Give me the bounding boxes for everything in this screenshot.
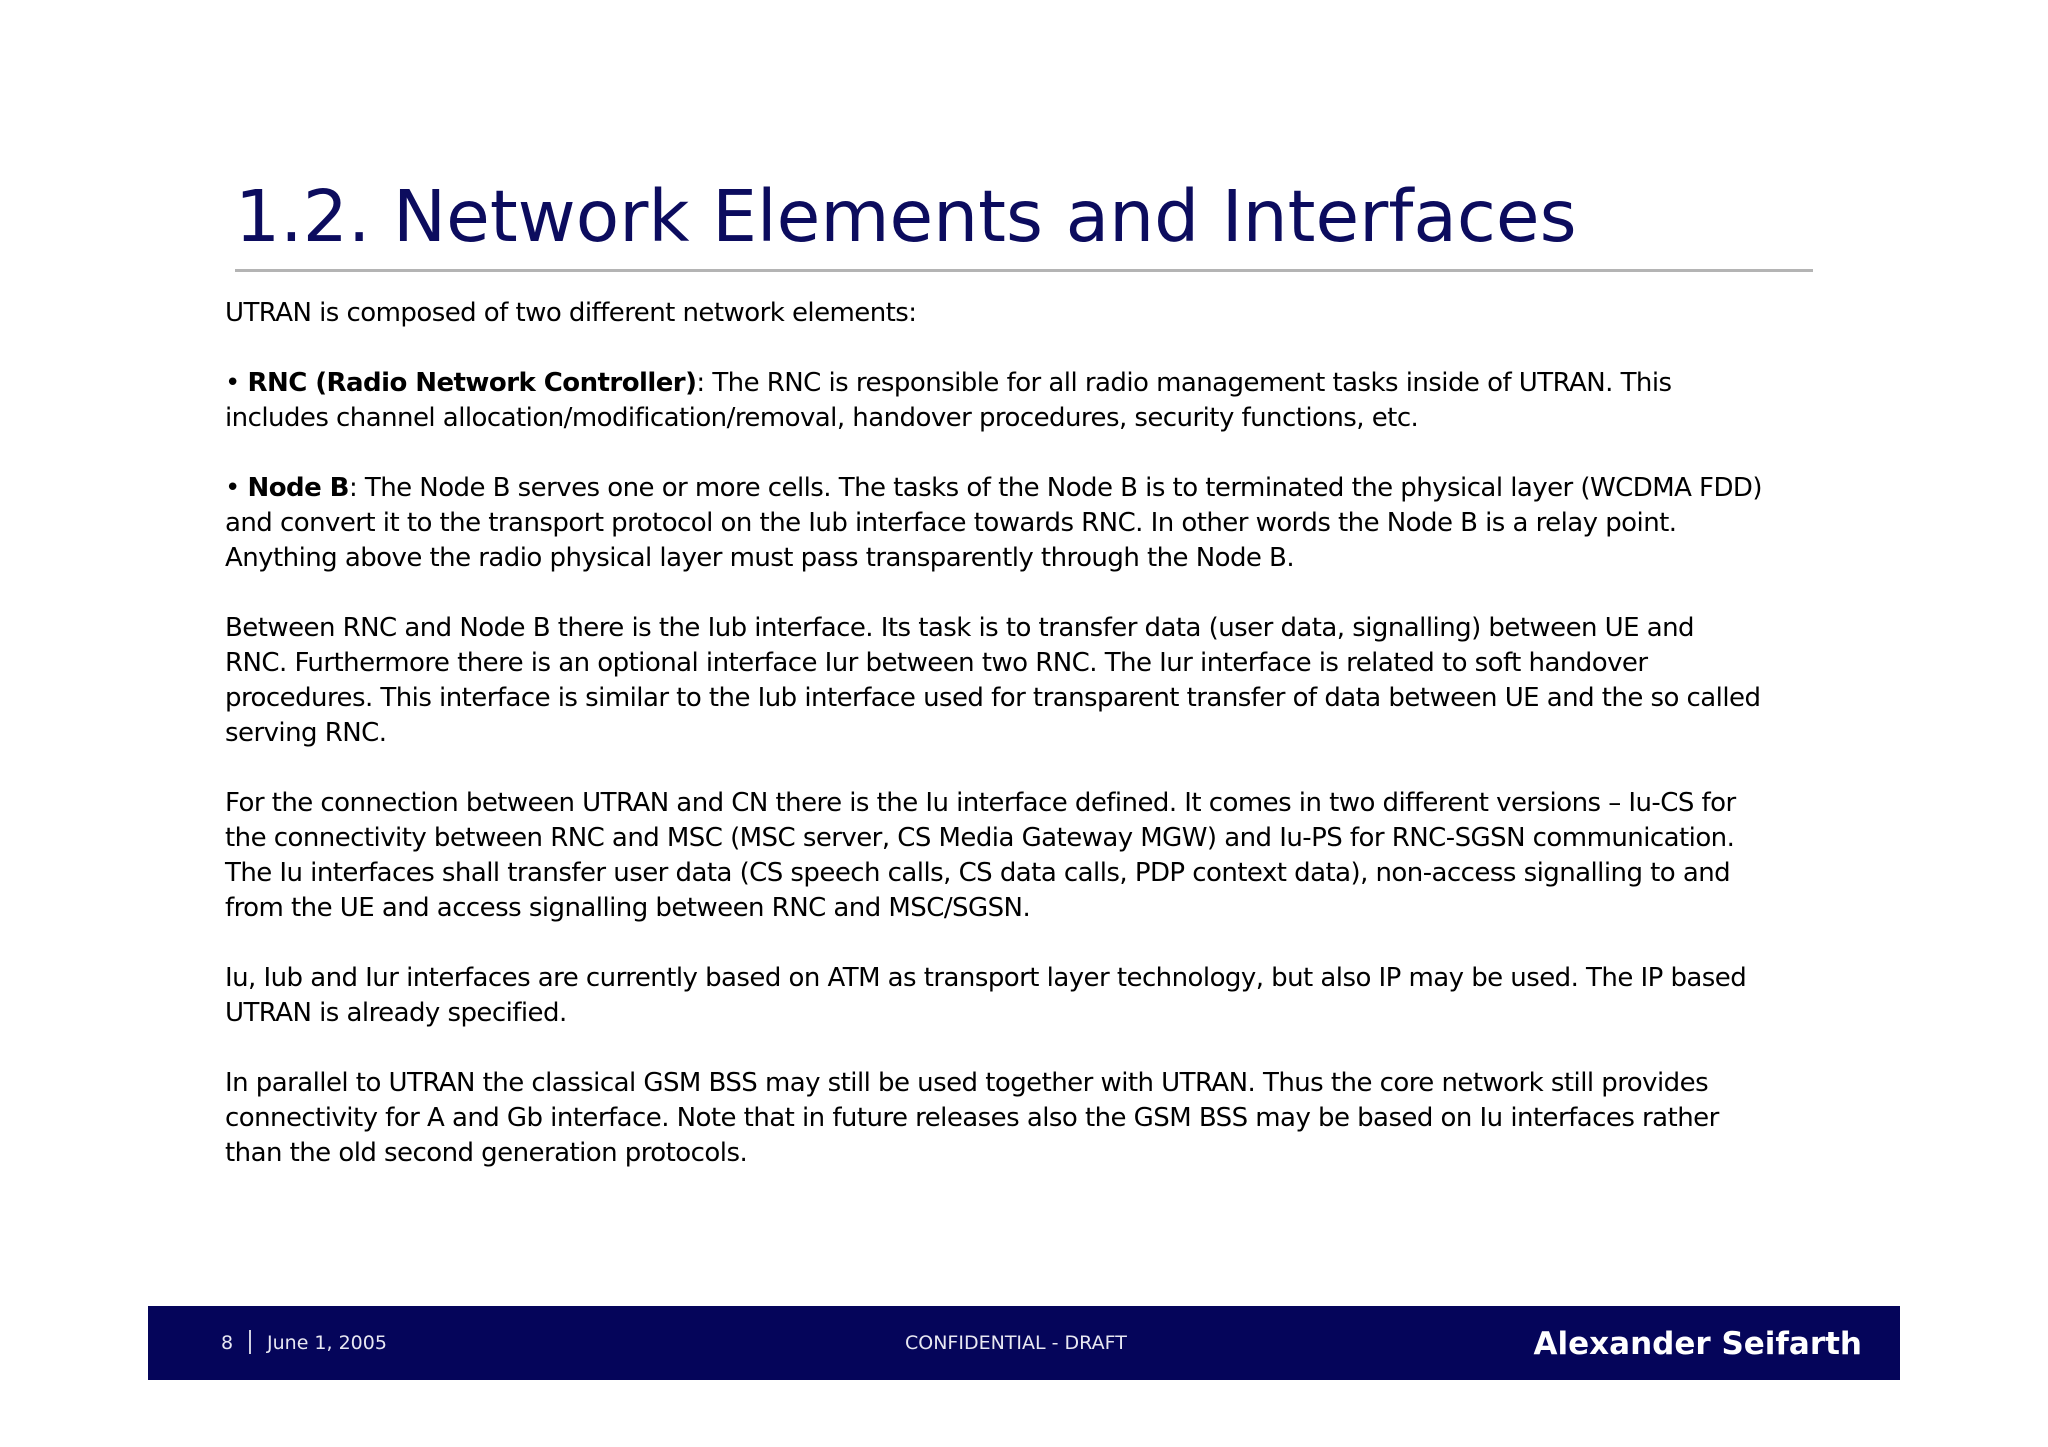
- paragraph-line: connectivity for A and Gb interface. Note that in future releases also the GSM BSS may be based on Iu interfaces rather: [225, 1103, 1719, 1133]
- title-divider: [235, 269, 1813, 272]
- nodeb-line-3: Anything above the radio physical layer must pass transparently through the Node B.: [225, 543, 1295, 573]
- paragraph-line: Iu, Iub and Iur interfaces are currently based on ATM as transport layer technology, but also IP may be used. The IP based: [225, 963, 1747, 993]
- gsm-bss-paragraph: [225, 1066, 1825, 1171]
- confidentiality-label: CONFIDENTIAL - DRAFT: [905, 1332, 1127, 1354]
- paragraph-line: In parallel to UTRAN the classical GSM BSS may still be used together with UTRAN. Thus the core network still provides: [225, 1068, 1709, 1098]
- paragraph-line: serving RNC.: [225, 718, 387, 748]
- iu-interface-paragraph: [225, 786, 1825, 926]
- bullet-marker: •: [225, 473, 240, 503]
- paragraph-line: RNC. Furthermore there is an optional interface Iur between two RNC. The Iur interface is related to soft handover: [225, 648, 1648, 678]
- page-number: 8: [221, 1332, 234, 1354]
- intro-text: UTRAN is composed of two different network elements:: [225, 298, 917, 328]
- paragraph-line: procedures. This interface is similar to the Iub interface used for transparent transfer of data between UE and the so called: [225, 683, 1761, 713]
- intro-paragraph: [225, 296, 1825, 331]
- paragraph-line: For the connection between UTRAN and CN there is the Iu interface defined. It comes in two different versions – Iu-CS for: [225, 788, 1736, 818]
- nodeb-line-1: [225, 471, 1825, 506]
- paragraph-line: than the old second generation protocols.: [225, 1138, 748, 1168]
- paragraph-line: Between RNC and Node B there is the Iub interface. Its task is to transfer data (user data, signalling) between UE and: [225, 613, 1695, 643]
- author-name: Alexander Seifarth: [1533, 1326, 1862, 1362]
- paragraph-line: The Iu interfaces shall transfer user data (CS speech calls, CS data calls, PDP context data), non-access signalling to and: [225, 858, 1731, 888]
- rnc-bullet-item: [225, 366, 1825, 436]
- rnc-line-1: [225, 366, 1825, 401]
- footer-separator: [249, 1330, 251, 1354]
- nodeb-term: Node B: [247, 473, 349, 503]
- rnc-line-2: includes channel allocation/modification/removal, handover procedures, security functions, etc.: [225, 403, 1419, 433]
- rnc-description: : The RNC is responsible for all radio management tasks inside of UTRAN. This: [696, 368, 1672, 398]
- bullet-marker: •: [225, 368, 240, 398]
- footer-date: June 1, 2005: [267, 1332, 387, 1354]
- footer-bar: [148, 1306, 1900, 1380]
- paragraph-line: from the UE and access signalling between RNC and MSC/SGSN.: [225, 893, 1031, 923]
- transport-paragraph: [225, 961, 1825, 1031]
- nodeb-description: : The Node B serves one or more cells. The tasks of the Node B is to terminated the physical layer (WCDMA FDD): [348, 473, 1762, 503]
- slide-title: 1.2. Network Elements and Interfaces: [235, 175, 1577, 258]
- nodeb-bullet-item: [225, 471, 1825, 576]
- slide-body: [225, 296, 1825, 1206]
- iub-iur-paragraph: [225, 611, 1825, 751]
- paragraph-line: UTRAN is already specified.: [225, 998, 567, 1028]
- rnc-term: RNC (Radio Network Controller): [247, 368, 697, 398]
- paragraph-line: the connectivity between RNC and MSC (MSC server, CS Media Gateway MGW) and Iu-PS for RNC-SGSN communication.: [225, 823, 1735, 853]
- nodeb-line-2: and convert it to the transport protocol on the Iub interface towards RNC. In other words the Node B is a relay point.: [225, 508, 1677, 538]
